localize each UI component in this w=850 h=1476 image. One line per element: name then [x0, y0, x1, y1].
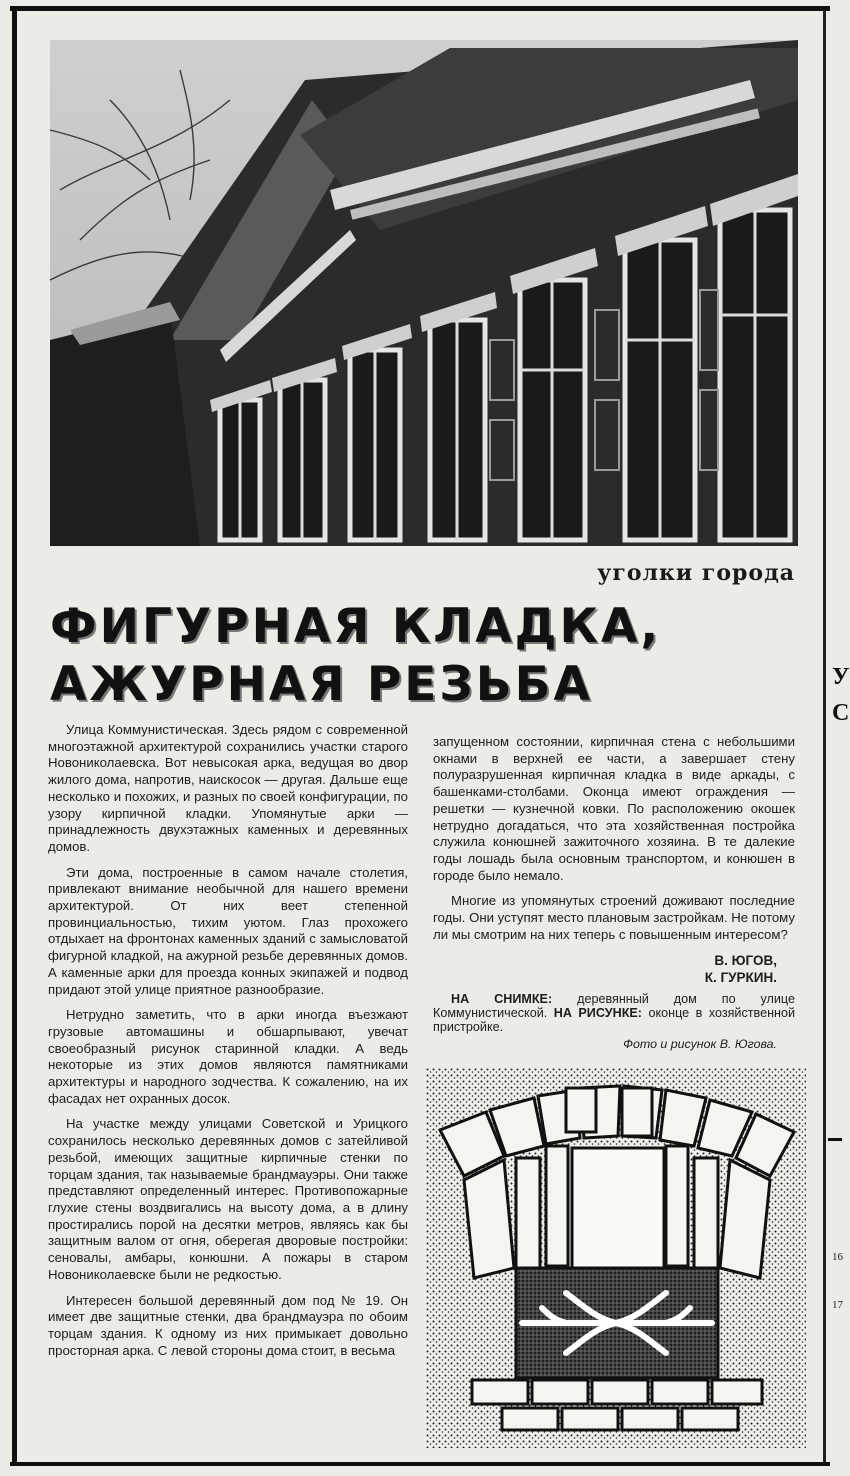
paragraph: На участке между улицами Советской и Урицкого сохранилось несколько деревянных домов с затейливой резьбой, имеющих защитные кирпичные стенки по торцам здания, так называемые брандмауэры. Они также представляют определенный интерес. Противопожарные глухие стены воздвигались на высоту дома, а в длину простирались порой на десятки метров, являясь как бы защитным валом от огня, оберегая дворовые постройки: сеновалы, амбары, конюшни. А пожары в старом Новониколаевске были не редкостью. [48, 1116, 408, 1282]
article-column-2 [433, 734, 795, 1053]
paragraph: Эти дома, построенные в самом начале столетия, привлекают внимание необычной для нашего времени архитектурой. От них веет степенной провинциальностью, тихим уютом. Глаз прохожего отдыхает на фронтонах каменных зданий с замысловатой фигурной кладкой, на ажурной резьбе деревянных домов. А каменные арки для проезда конных экипажей и подвод придают этой улице приятное разнообразие. [48, 864, 408, 997]
caption-text-1: деревянный дом по улице Коммунистической. [433, 992, 795, 1021]
headline-line-2: АЖУРНАЯ РЕЗЬБА [50, 657, 593, 712]
window-drawing [426, 1068, 806, 1448]
edge-letter: С [832, 700, 850, 726]
column-divider-rule [823, 10, 826, 1466]
top-border-rule [10, 6, 830, 11]
edge-rule [828, 1138, 842, 1141]
author-1: В. ЮГОВ, [714, 953, 777, 969]
paragraph: Многие из упомянутых строений доживают последние годы. Они уступят место плановым застройкам. Не потому ли мы смотрим на них теперь с повышенным интересом? [433, 893, 795, 942]
photo-caption [433, 992, 795, 1034]
headline-line-1: ФИГУРНАЯ КЛАДКА, [50, 599, 662, 654]
left-border-rule [12, 10, 17, 1466]
edge-number: 16 [832, 1251, 843, 1263]
paragraph: запущенном состоянии, кирпичная стена с небольшими окнами в верхней ее части, а завершает стену полуразрушенная кирпичная кладка в виде аркады, с башенками-столбами. Оконца имеют ограждения — решетки — кузнечной ковки. По расположению окошек нетрудно догадаться, что эта хозяйственная постройка служила конюшней зажиточного хозяина. В те далекие годы лошадь была основным транспортом, и конюшен в городе было немало. [433, 734, 795, 883]
bottom-border-rule [10, 1462, 830, 1466]
paragraph: Нетрудно заметить, что в арки иногда въезжают грузовые автомашины и обшарпывают, увечат своеобразный рисунок старинной кладки. А ведь некоторые из этих домов являются памятниками архитектуры и народного зодчества. К сожалению, на их фасадах нет охранных досок. [48, 1007, 408, 1106]
paragraph: Интересен большой деревянный дом под № 19. Он имеет две защитные стенки, два брандмауэра по обоим торцам здания. К одному из них примыкает довольно просторная арка. С левой стороны дома стоит, в весьма [48, 1292, 408, 1358]
caption-label-1: НА СНИМКЕ: [451, 992, 553, 1007]
caption-text-2: оконце в хозяйственной пристройке. [433, 1006, 796, 1035]
article-headline [50, 598, 810, 714]
paragraph: Улица Коммунистическая. Здесь рядом с современной многоэтажной архитектурой сохранились участки старого Новониколаевска. Вот невысокая арка, ведущая во двор жилого дома, напротив, наискосок — другая. Дальше еще несколько и похожих, и разных по своей конфигурации, по узору кирпичной кладки. Упомянутые арки — принадлежность двухэтажных каменных и деревянных домов. [48, 722, 408, 854]
house-photo [50, 40, 798, 546]
edge-letter: У [832, 664, 850, 690]
photo-credit: Фото и рисунок В. Югова. [623, 1037, 777, 1052]
author-2: К. ГУРКИН. [704, 970, 777, 986]
section-rubric: уголки города [597, 560, 795, 586]
article-column-1 [48, 722, 408, 1368]
edge-number: 17 [832, 1299, 843, 1311]
caption-label-2: НА РИСУНКЕ: [553, 1006, 642, 1021]
